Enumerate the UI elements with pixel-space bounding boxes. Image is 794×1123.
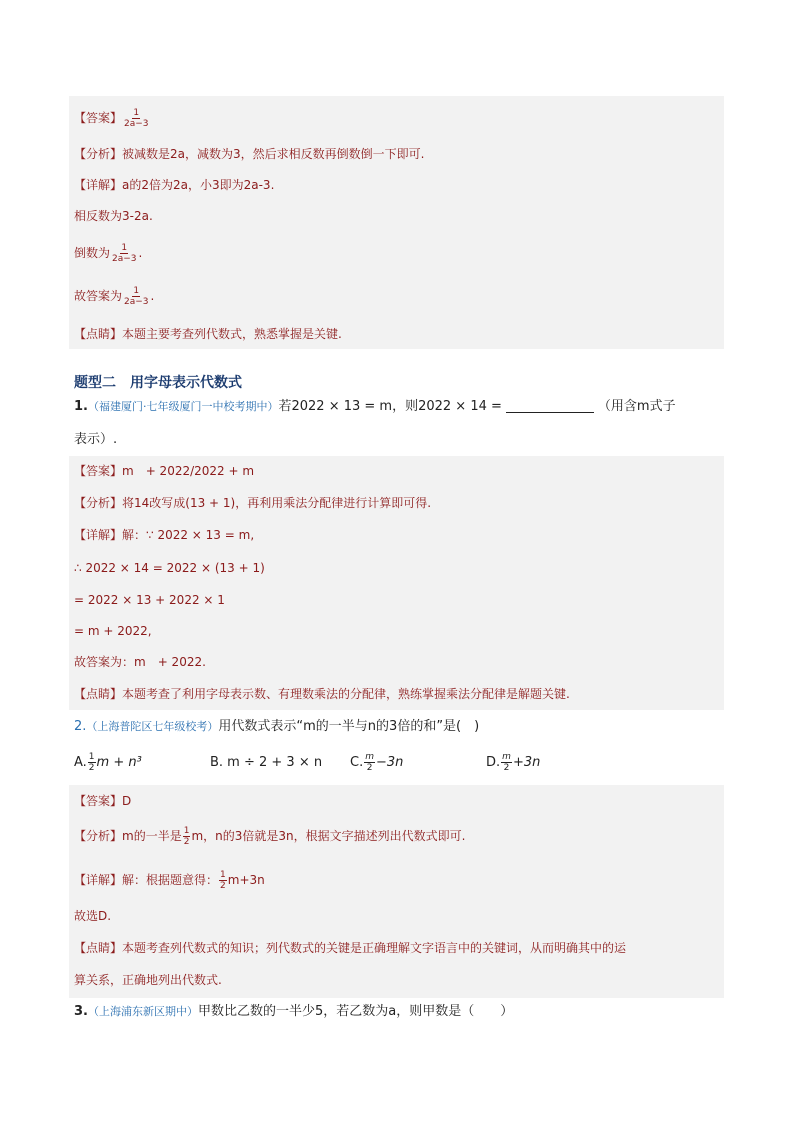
- analysis-line: 【分析】m的一半是 $\frac{1}{2}$ m，n的3倍就是3n，根据文字描述列出代数式即可.: [74, 826, 466, 847]
- option-d[interactable]: D. $\frac{m}{2}$ +3n: [486, 752, 541, 773]
- detail-line: 【详解】解：∵ 2022 × 13 = m,: [74, 528, 255, 542]
- analysis-line: 【分析】将14改写成(13 + 1)，再利用乘法分配律进行计算即可得.: [74, 496, 432, 510]
- section-title: 题型二 用字母表示代数式: [74, 375, 242, 391]
- answer-label: 【答案】: [74, 111, 123, 125]
- question-source: （上海普陀区七年级校考）: [86, 720, 219, 733]
- step-line: = 2022 × 13 + 2022 × 1: [74, 593, 225, 607]
- solution-box-3: [69, 785, 724, 998]
- comment-line-cont: 算关系，正确地列出代数式.: [74, 973, 222, 987]
- option-c[interactable]: C. $\frac{m}{2}$ −3n: [350, 752, 404, 773]
- option-a[interactable]: A. $\frac{1}{2}$ m + n³: [74, 752, 142, 773]
- detail-line: 【详解】a的2倍为2a，小3即为2a-3.: [74, 178, 275, 192]
- analysis-line: 【分析】被减数是2a，减数为3，然后求相反数再倒数倒一下即可.: [74, 147, 425, 161]
- reciprocal-line: 倒数为 $\frac{1}{2a-3}$ .: [74, 243, 143, 264]
- reciprocal-fraction: $\frac{1}{2a-3}$: [112, 243, 137, 264]
- final-answer-fraction: $\frac{1}{2a-3}$: [124, 286, 149, 307]
- comment-line: 【点睛】本题考查列代数式的知识；列代数式的关键是正确理解文字语言中的关键词，从而明确其中的运: [74, 941, 627, 955]
- comment-line: 【点睛】本题考查了利用字母表示数、有理数乘法的分配律，熟练掌握乘法分配律是解题关键.: [74, 687, 570, 701]
- final-answer-line: 故答案为 $\frac{1}{2a-3}$ .: [74, 286, 155, 307]
- final-answer-line: 故答案为：m + 2022.: [74, 655, 206, 669]
- option-b[interactable]: B. m ÷ 2 + 3 × n: [210, 755, 323, 770]
- detail-line: 【详解】解：根据题意得： $\frac{1}{2}$ m+3n: [74, 870, 265, 891]
- question-3: 3.（上海浦东新区期中）甲数比乙数的一半少5，若乙数为a，则甲数是（ ）: [74, 1004, 514, 1019]
- step-line: = m + 2022,: [74, 624, 152, 638]
- solution-box-1: [69, 96, 724, 349]
- answer-line: 【答案】D: [74, 794, 132, 808]
- opposite-line: 相反数为3-2a.: [74, 209, 153, 223]
- question-2: 2.（上海普陀区七年级校考）用代数式表示“m的一半与n的3倍的和”是( ): [74, 719, 480, 734]
- choose-line: 故选D.: [74, 909, 112, 923]
- question-1-cont: 表示）.: [74, 432, 118, 447]
- question-source: （福建厦门·七年级厦门一中校考期中）: [87, 400, 279, 413]
- question-source: （上海浦东新区期中）: [87, 1005, 198, 1018]
- answer-blank: [506, 400, 594, 413]
- step-line: ∴ 2022 × 14 = 2022 × (13 + 1): [74, 561, 265, 575]
- answer-fraction: $\frac{1}{2a-3}$: [124, 108, 149, 129]
- comment-line: 【点睛】本题主要考查列代数式，熟悉掌握是关键.: [74, 327, 342, 341]
- answer-line: [74, 108, 151, 129]
- question-1: 1.（福建厦门·七年级厦门一中校考期中）若2022 × 13 = m，则2022 × 14 = （用含m式子: [74, 399, 676, 414]
- answer-line: 【答案】m + 2022/2022 + m: [74, 464, 255, 478]
